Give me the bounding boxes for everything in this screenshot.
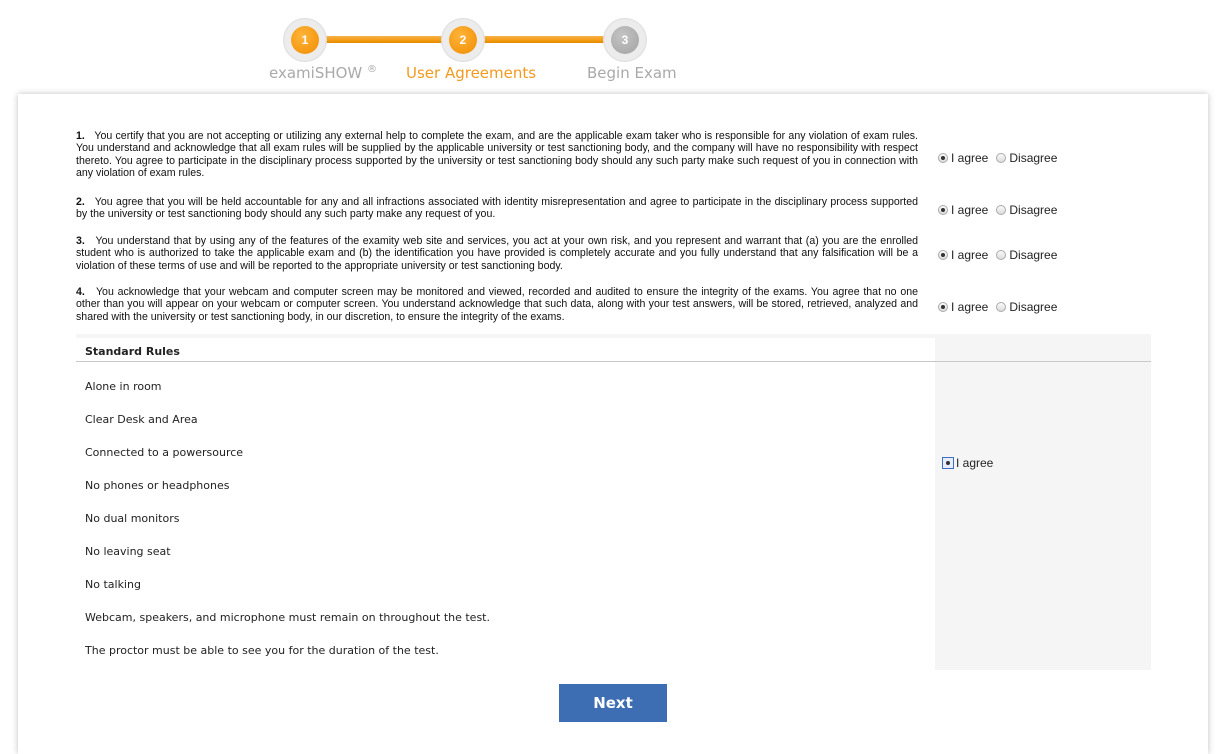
- agreement-4-disagree-label[interactable]: Disagree: [1009, 300, 1058, 314]
- agreement-3-options: [938, 248, 1065, 262]
- step-3-label: Begin Exam: [587, 64, 677, 82]
- registered-mark: ®: [367, 64, 378, 75]
- agreement-3-agree-radio[interactable]: [938, 250, 948, 260]
- agreement-3-disagree-radio[interactable]: [996, 250, 1006, 260]
- agreement-3-text: 3. You understand that by using any of the features of the examity web site and services, you act at your own risk, and you represent and warrant that (a) you are the enrolled student who is authorized to take the applicable exam and (b) the identification you have provided is completely accurate and you fully understand that any falsification will be a violation of these terms of use and will be reported to the appropriate university or test sanctioning body.: [76, 235, 919, 272]
- agreement-2-agree-label[interactable]: I agree: [951, 203, 989, 217]
- rule-item: Webcam, speakers, and microphone must remain on throughout the test.: [85, 611, 490, 624]
- rules-divider: [76, 361, 1151, 362]
- agreement-3-agree-label[interactable]: I agree: [951, 248, 989, 262]
- rules-agree-label[interactable]: I agree: [956, 456, 994, 470]
- agreement-4-agree-radio[interactable]: [938, 302, 948, 312]
- step-3-number: 3: [611, 26, 639, 54]
- agreement-4-disagree-radio[interactable]: [996, 302, 1006, 312]
- step-1-number: 1: [291, 26, 319, 54]
- next-button[interactable]: Next: [559, 684, 667, 722]
- rules-agree-option[interactable]: [942, 456, 993, 470]
- agreement-1-disagree-label[interactable]: Disagree: [1009, 151, 1058, 165]
- agreement-2-disagree-label[interactable]: Disagree: [1009, 203, 1058, 217]
- rule-item: No dual monitors: [85, 512, 180, 525]
- step-2-circle: [441, 18, 485, 62]
- rule-item: No leaving seat: [85, 545, 171, 558]
- rule-item: Alone in room: [85, 380, 162, 393]
- agreement-4-text: 4. You acknowledge that your webcam and computer screen may be monitored and viewed, recorded and audited to ensure the integrity of the exams. You agree that no one other than you will appear on your webcam or computer screen. You understand acknowledge that such data, along with your test answers, will be stored, retrieved, analyzed and shared with the university or test sanctioning body, in our discretion, to ensure the integrity of the exams.: [76, 286, 919, 323]
- progress-stepper: [0, 0, 1226, 92]
- rule-item: Clear Desk and Area: [85, 413, 198, 426]
- rule-item: Connected to a powersource: [85, 446, 244, 459]
- step-1-label: examiSHOW ®: [269, 64, 378, 82]
- agreement-1-agree-radio[interactable]: [938, 153, 948, 163]
- agreement-2-disagree-radio[interactable]: [996, 205, 1006, 215]
- agreement-2-text: 2. You agree that you will be held accountable for any and all infractions associated with identity misrepresentation and agree to participate in the disciplinary process supported by the university or test sanctioning body should any such party make any request of you.: [76, 196, 918, 221]
- rule-item: No phones or headphones: [85, 479, 230, 492]
- agreement-2-agree-radio[interactable]: [938, 205, 948, 215]
- agreements-panel: [18, 94, 1208, 754]
- agreement-1-text: 1. You certify that you are not accepting or utilizing any external help to complete the exam, and are the applicable exam taker who is responsible for any violation of exam rules. You understand and acknowledge that all exam rules will be supplied by the applicable university or test sanctioning body, and the company will have no responsibility with respect thereto. You agree to participate in the disciplinary process supported by the university or test sanctioning body should any such party make such request of you in connection with any violation of exam rules.: [76, 130, 919, 180]
- step-1-circle: [283, 18, 327, 62]
- step-2-number: 2: [449, 26, 477, 54]
- rule-item: No talking: [85, 578, 141, 591]
- step-3-circle: [603, 18, 647, 62]
- agreement-4-options: [938, 300, 1065, 314]
- agreement-4-agree-label[interactable]: I agree: [951, 300, 989, 314]
- rule-item: The proctor must be able to see you for the duration of the test.: [85, 644, 439, 657]
- agreement-1-disagree-radio[interactable]: [996, 153, 1006, 163]
- agreement-1-options: [938, 151, 1065, 165]
- agreement-2-options: [938, 203, 1065, 217]
- agreement-1-agree-label[interactable]: I agree: [951, 151, 989, 165]
- step-2-label: User Agreements: [406, 64, 537, 82]
- rules-header: [76, 338, 935, 362]
- rules-header-title: Standard Rules: [85, 345, 180, 358]
- agreement-3-disagree-label[interactable]: Disagree: [1009, 248, 1058, 262]
- rules-agree-checkbox[interactable]: [942, 457, 954, 469]
